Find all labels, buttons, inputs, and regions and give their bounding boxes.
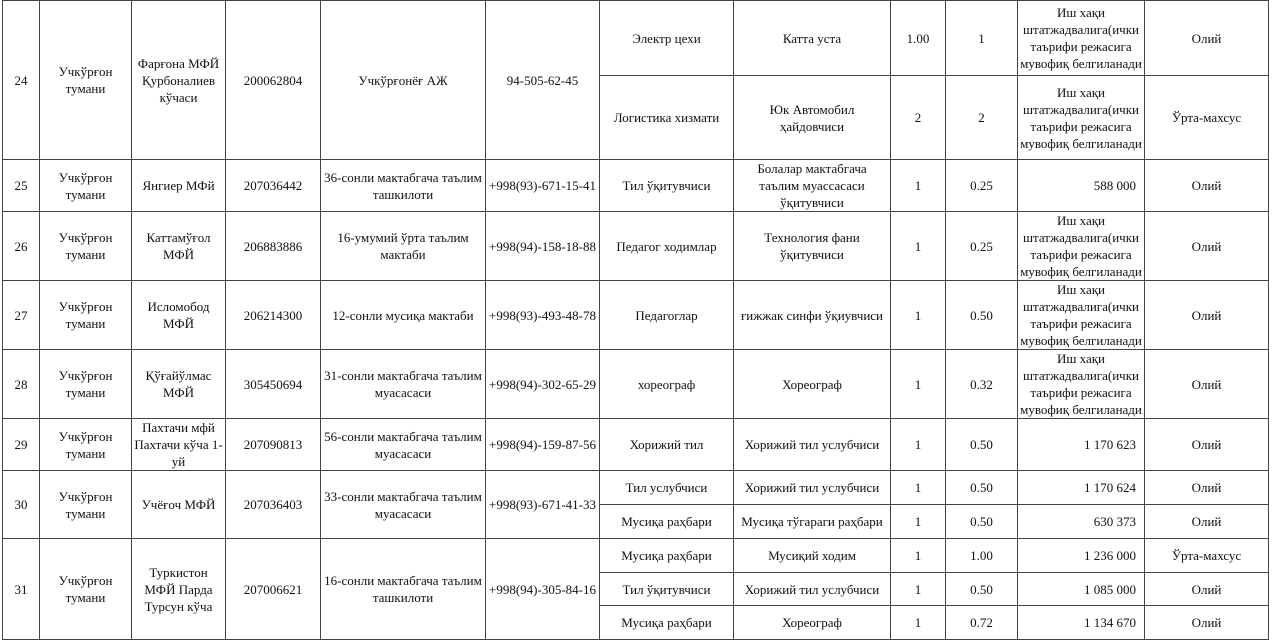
salary-cell: 1 134 670 [1018, 606, 1145, 640]
rate-cell: 0.50 [946, 281, 1018, 350]
count-cell: 1 [891, 606, 946, 640]
department-cell: Мусиқа раҳбари [600, 539, 734, 573]
salary-cell: Иш хақи штатжадвалига(ички таърифи режасига мувофиқ белгиланади [1018, 76, 1145, 160]
position-cell: Технология фани ўқитувчиси [734, 212, 891, 281]
mahalla-cell: Каттамўғол МФЙ [132, 212, 226, 281]
salary-cell: 1 170 623 [1018, 419, 1145, 471]
position-cell: Катта уста [734, 1, 891, 76]
rate-cell: 0.25 [946, 160, 1018, 212]
vacancy-table [2, 0, 1269, 640]
department-cell: Мусиқа раҳбари [600, 606, 734, 640]
table-row [3, 539, 1269, 573]
salary-cell: Иш хақи штатжадвалига(ички таърифи режасига мувофиқ белгиланади [1018, 1, 1145, 76]
district-cell: Учкўрғон тумани [40, 350, 132, 419]
salary-cell: 588 000 [1018, 160, 1145, 212]
count-cell: 1 [891, 573, 946, 606]
education-cell: Олий [1145, 350, 1269, 419]
count-cell: 1 [891, 471, 946, 505]
position-cell: Хорижий тил услубчиси [734, 573, 891, 606]
department-cell: Электр цехи [600, 1, 734, 76]
department-cell: хореограф [600, 350, 734, 419]
salary-cell: 1 236 000 [1018, 539, 1145, 573]
phone-cell: +998(93)-493-48-78 [486, 281, 600, 350]
salary-cell: Иш хақи штатжадвалига(ички таърифи режасига мувофиқ белгиланади [1018, 350, 1145, 419]
salary-cell: 1 170 624 [1018, 471, 1145, 505]
district-cell: Учкўрғон тумани [40, 160, 132, 212]
position-cell: Юк Автомобил ҳайдовчиси [734, 76, 891, 160]
inn-cell: 207036403 [226, 471, 321, 539]
position-cell: ғижжак синфи ўқиувчиси [734, 281, 891, 350]
position-cell: Мусиқа тўгараги раҳбари [734, 505, 891, 539]
mahalla-cell: Туркистон МФЙ Парда Турсун кўча [132, 539, 226, 640]
position-cell: Хореограф [734, 350, 891, 419]
department-cell: Тил ўқитувчиси [600, 573, 734, 606]
education-cell: Олий [1145, 1, 1269, 76]
salary-cell: 630 373 [1018, 505, 1145, 539]
rate-cell: 0.50 [946, 573, 1018, 606]
district-cell: Учкўрғон тумани [40, 419, 132, 471]
table-row [3, 160, 1269, 212]
organization-cell: 16-умумий ўрта таълим мактаби [321, 212, 486, 281]
salary-cell: Иш хақи штатжадвалига(ички таърифи режасига мувофиқ белгиланади [1018, 281, 1145, 350]
district-cell: Учкўрғон тумани [40, 212, 132, 281]
rate-cell: 0.72 [946, 606, 1018, 640]
position-cell: Мусиқий ходим [734, 539, 891, 573]
salary-cell: Иш хақи штатжадвалига(ички таърифи режасига мувофиқ белгиланади [1018, 212, 1145, 281]
count-cell: 1 [891, 539, 946, 573]
count-cell: 1 [891, 419, 946, 471]
row-number: 29 [3, 419, 40, 471]
table-row [3, 471, 1269, 505]
count-cell: 1 [891, 505, 946, 539]
phone-cell: +998(93)-671-15-41 [486, 160, 600, 212]
phone-cell: +998(94)-158-18-88 [486, 212, 600, 281]
organization-cell: 16-сонли мактабгача таълим ташкилоти [321, 539, 486, 640]
row-number: 28 [3, 350, 40, 419]
department-cell: Тил ўқитувчиси [600, 160, 734, 212]
position-cell: Болалар мактабгача таълим муассасаси ўқитувчиси [734, 160, 891, 212]
education-cell: Ўрта-махсус [1145, 539, 1269, 573]
table-row [3, 419, 1269, 471]
phone-cell: +998(94)-159-87-56 [486, 419, 600, 471]
table-row [3, 1, 1269, 76]
row-number: 31 [3, 539, 40, 640]
count-cell: 1 [891, 350, 946, 419]
education-cell: Олий [1145, 505, 1269, 539]
count-cell: 1.00 [891, 1, 946, 76]
position-cell: Хореограф [734, 606, 891, 640]
organization-cell: 12-сонли мусиқа мактаби [321, 281, 486, 350]
inn-cell: 207006621 [226, 539, 321, 640]
inn-cell: 200062804 [226, 1, 321, 160]
education-cell: Олий [1145, 160, 1269, 212]
phone-cell: +998(93)-671-41-33 [486, 471, 600, 539]
phone-cell: +998(94)-302-65-29 [486, 350, 600, 419]
phone-cell: 94-505-62-45 [486, 1, 600, 160]
rate-cell: 0.50 [946, 471, 1018, 505]
vacancy-table-body [3, 1, 1269, 640]
education-cell: Олий [1145, 281, 1269, 350]
department-cell: Мусиқа раҳбари [600, 505, 734, 539]
rate-cell: 0.50 [946, 419, 1018, 471]
inn-cell: 206883886 [226, 212, 321, 281]
rate-cell: 0.25 [946, 212, 1018, 281]
education-cell: Олий [1145, 419, 1269, 471]
row-number: 24 [3, 1, 40, 160]
district-cell: Учкўрғон тумани [40, 281, 132, 350]
phone-cell: +998(94)-305-84-16 [486, 539, 600, 640]
count-cell: 2 [891, 76, 946, 160]
row-number: 30 [3, 471, 40, 539]
department-cell: Логистика хизмати [600, 76, 734, 160]
mahalla-cell: Исломобод МФЙ [132, 281, 226, 350]
count-cell: 1 [891, 160, 946, 212]
rate-cell: 0.32 [946, 350, 1018, 419]
organization-cell: 31-сонли мактабгача таълим муасасаси [321, 350, 486, 419]
salary-cell: 1 085 000 [1018, 573, 1145, 606]
education-cell: Олий [1145, 573, 1269, 606]
table-row [3, 350, 1269, 419]
department-cell: Тил услубчиси [600, 471, 734, 505]
department-cell: Педагоглар [600, 281, 734, 350]
mahalla-cell: Қўғайўлмас МФЙ [132, 350, 226, 419]
count-cell: 1 [891, 281, 946, 350]
inn-cell: 207036442 [226, 160, 321, 212]
rate-cell: 1.00 [946, 539, 1018, 573]
mahalla-cell: Фарғона МФЙ Қурбоналиев кўчаси [132, 1, 226, 160]
organization-cell: 33-сонли мактабгача таълим муасасаси [321, 471, 486, 539]
rate-cell: 0.50 [946, 505, 1018, 539]
inn-cell: 207090813 [226, 419, 321, 471]
mahalla-cell: Пахтачи мфй Пахтачи кўча 1-уй [132, 419, 226, 471]
rate-cell: 2 [946, 76, 1018, 160]
count-cell: 1 [891, 212, 946, 281]
mahalla-cell: Учёғоч МФЙ [132, 471, 226, 539]
education-cell: Олий [1145, 471, 1269, 505]
position-cell: Хорижий тил услубчиси [734, 471, 891, 505]
department-cell: Хорижий тил [600, 419, 734, 471]
district-cell: Учкўрғон тумани [40, 471, 132, 539]
table-row [3, 212, 1269, 281]
inn-cell: 305450694 [226, 350, 321, 419]
organization-cell: 36-сонли мактабгача таълим ташкилоти [321, 160, 486, 212]
position-cell: Хорижий тил услубчиси [734, 419, 891, 471]
row-number: 27 [3, 281, 40, 350]
district-cell: Учкўрғон тумани [40, 1, 132, 160]
row-number: 25 [3, 160, 40, 212]
row-number: 26 [3, 212, 40, 281]
organization-cell: Учкўрғонёғ АЖ [321, 1, 486, 160]
education-cell: Олий [1145, 212, 1269, 281]
department-cell: Педагог ходимлар [600, 212, 734, 281]
inn-cell: 206214300 [226, 281, 321, 350]
education-cell: Олий [1145, 606, 1269, 640]
rate-cell: 1 [946, 1, 1018, 76]
table-row [3, 281, 1269, 350]
district-cell: Учкўрғон тумани [40, 539, 132, 640]
organization-cell: 56-сонли мактабгача таълим муасасаси [321, 419, 486, 471]
mahalla-cell: Янгиер МФй [132, 160, 226, 212]
education-cell: Ўрта-махсус [1145, 76, 1269, 160]
